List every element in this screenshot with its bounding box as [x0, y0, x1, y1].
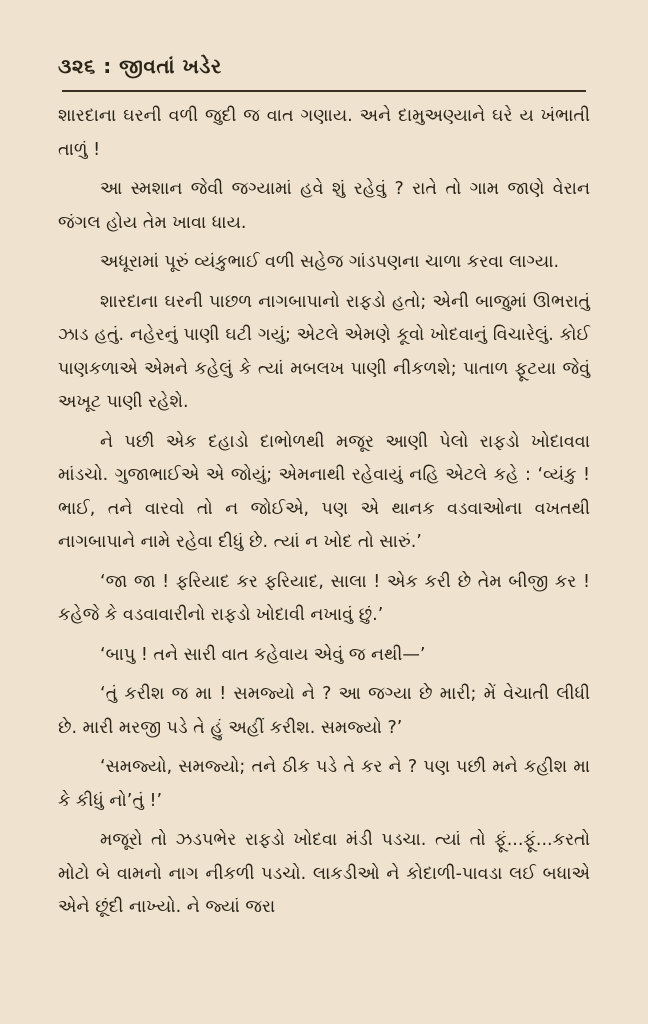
running-head: ૩૨૬ : જીવતાં ખડેર — [58, 54, 222, 78]
paragraph-4: શારદાના ઘરની પાછળ નાગબાપાનો રાફડો હતો; એની બાજુમાં ઊભરાતું ઝાડ હતું. નહેરનું પાણી ઘટી ગયું; એટલે એમણે કૂવો ખોદવાનું વિચારેલું. કોઈ પાણકળાએ એમને કહેલું કે ત્યાં મબલખ પાણી નીકળશે; પાતાળ ફૂટયા જેવું અખૂટ પાણી રહેશે. — [58, 291, 590, 412]
paragraph-10: મજૂરો તો ઝડપભેર રાફડો ખોદવા મંડી પડચા. ત્યાં તો ફૂં...ફૂં...કરતો મોટો બે વામનો નાગ નીકળી પડચો. લાકડીઓ ને કોદાળી-પાવડા લઈ બધાએ એને છૂંદી નાખ્યો. ને જ્યાં જરા — [58, 830, 590, 917]
paragraph-8: ‘તું કરીશ જ મા ! સમજ્યો ને ? આ જગ્યા છે મારી; મેં વેચાતી લીધી છે. મારી મરજી પડે તે હું અહીં કરીશ. સમજ્યો ?’ — [58, 684, 590, 738]
paragraph-1: શારદાના ઘરની વળી જુદી જ વાત ગણાય. અને દામુઅણ્યાને ઘરે ય ખંભાતી તાળું ! — [58, 106, 590, 160]
paragraph-5: ને પછી એક દહાડો દાભોળથી મજૂર આણી પેલો રાફડો ખોદાવવા માંડચો. ગુજાભાઈએ એ જોયું; એમનાથી રહેવાયું નહિ એટલે કહે : ‘વ્યંકુ ! ભાઈ, તને વારવો તો ન જોઈએ, પણ એ થાનક વડવાઓના વખતથી નાગબાપાને નામે રહેવા દીધું છે. ત્યાં ન ખોદ તો સારું.’ — [58, 431, 590, 552]
paragraph-2: આ સ્મશાન જેવી જગ્યામાં હવે શું રહેવું ? રાતે તો ગામ જાણે વેરાન જંગલ હોય તેમ ખાવા ધાય. — [58, 179, 590, 233]
paragraph-6: ‘જા જા ! ફરિયાદ કર ફરિયાદ, સાલા ! એક કરી છે તેમ બીજી કર ! કહેજે કે વડવાવારીનો રાફડો ખોદાવી નખાવું છું.’ — [58, 571, 590, 625]
paragraph-9: ‘સમજ્યો, સમજ્યો; તને ઠીક પડે તે કર ને ? પણ પછી મને કહીશ મા કે કીધું નો’તું !’ — [58, 757, 590, 811]
header-rule — [62, 90, 586, 92]
paragraph-7: ‘બાપુ ! તને સારી વાત કહેવાય એવું જ નથી—’ — [100, 644, 426, 665]
body-text — [58, 100, 590, 925]
paragraph-3: અધૂરામાં પૂરું વ્યંકુભાઈ વળી સહેજ ગાંડપણના ચાળા કરવા લાગ્યા. — [100, 252, 560, 272]
